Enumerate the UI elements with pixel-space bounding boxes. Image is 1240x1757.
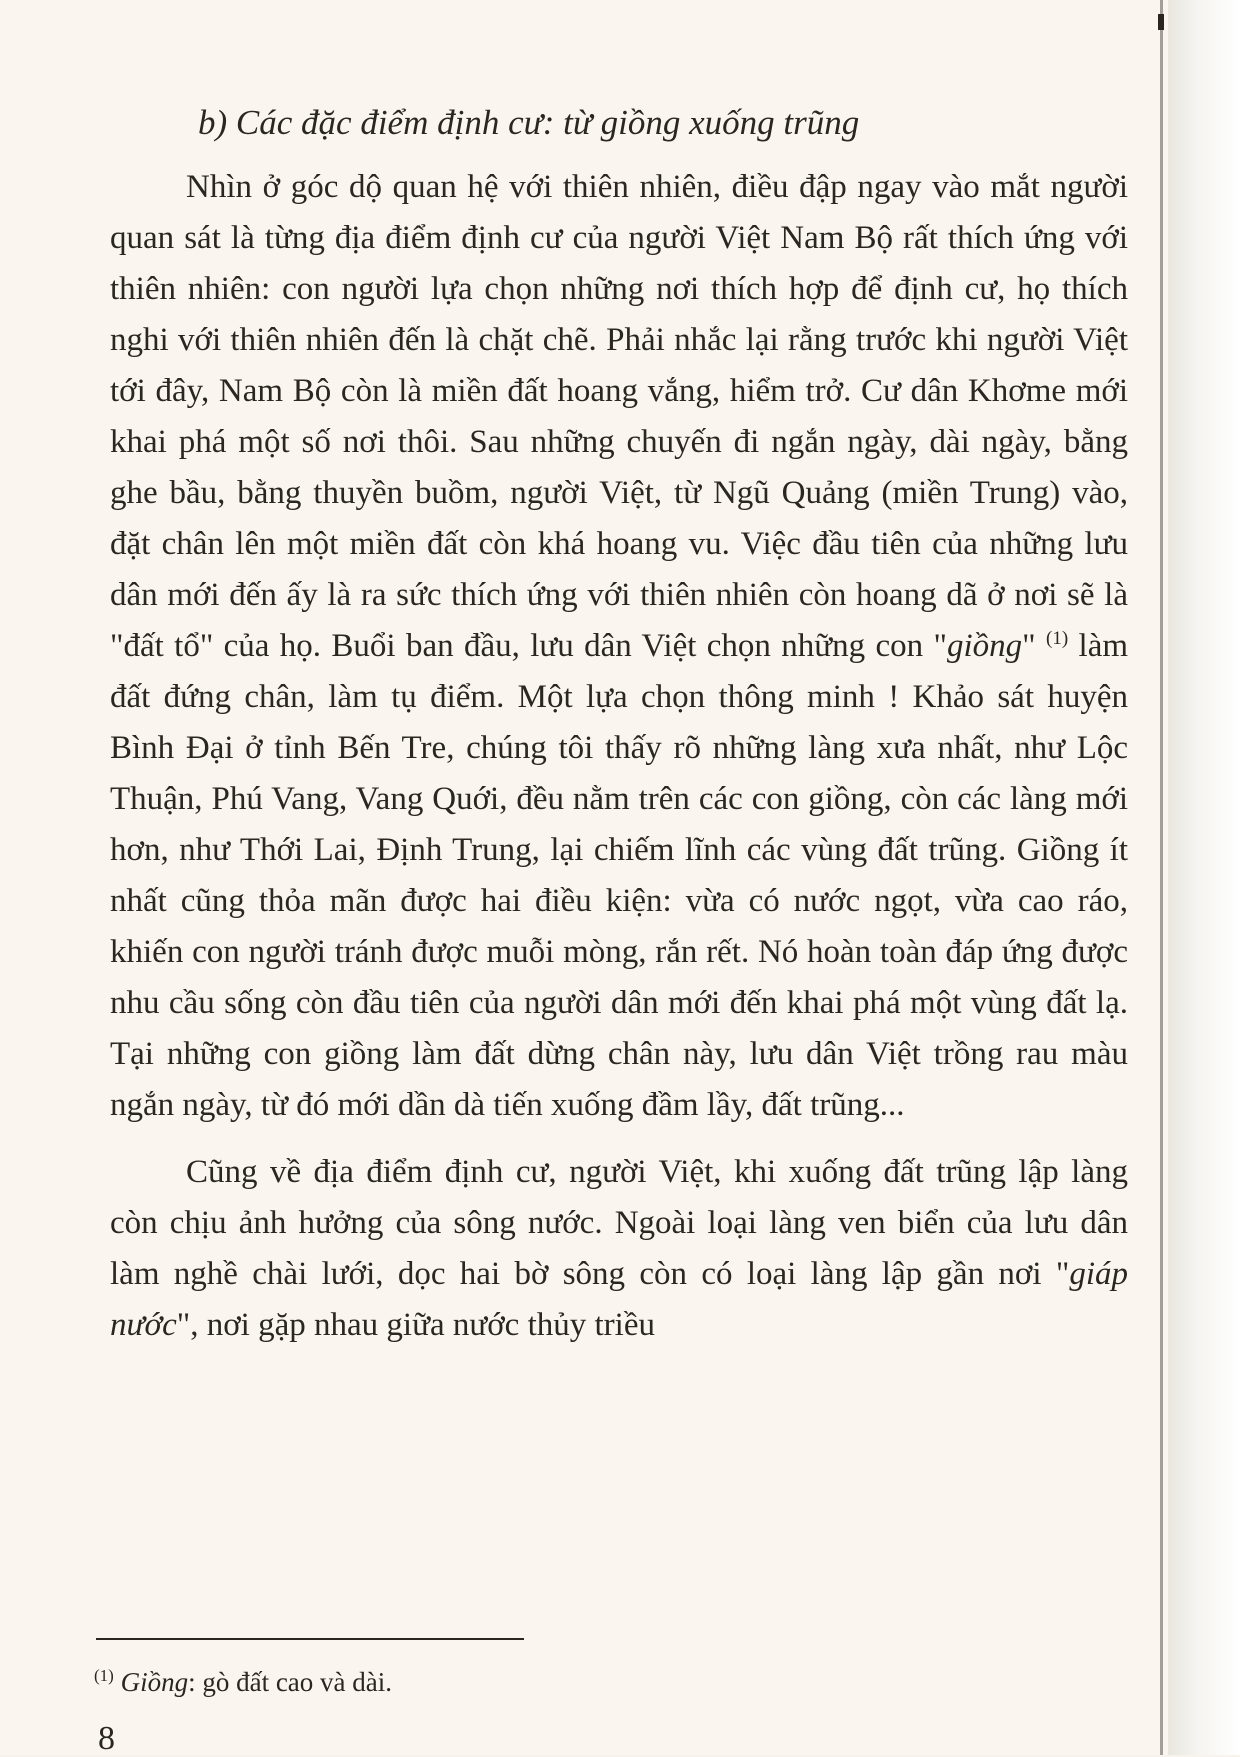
term-giap-nuoc: giáp nước xyxy=(110,1256,1128,1343)
paragraph-1-text-a: Nhìn ở góc dộ quan hệ với thiên nhiên, điều đập ngay vào mắt người quan sát là từng địa điểm định cư của người Việt Nam Bộ rất thích ứng với thiên nhiên: con người lựa chọn những nơi thích hợp để định cư, họ thích nghi với thiên nhiên đến là chặt chẽ. Phải nhắc lại rằng trước khi người Việt tới đây, Nam Bộ còn là miền đất hoang vắng, hiểm trở. Cư dân Khơme mới khai phá một số nơi thôi. Sau những chuyến đi ngắn ngày, dài ngày, bằng ghe bầu, bằng thuyền buồm, người Việt, từ Ngũ Quảng (miền Trung) vào, đặt chân lên một miền đất còn khá hoang vu. Việc đầu tiên của những lưu dân mới đến ấy là ra sức thích ứng với thiên nhiên còn hoang dã ở nơi sẽ là "đất tổ" của họ. Buổi ban đầu, lưu dân Việt chọn những con " xyxy=(110,169,1128,664)
footnote-definition: : gò đất cao và dài. xyxy=(188,1667,393,1697)
body-text xyxy=(110,98,1128,1351)
section-heading: b) Các đặc điểm định cư: từ giồng xuống trũng xyxy=(198,103,860,142)
paragraph-1 xyxy=(110,162,1128,1131)
page-edge-mark xyxy=(1158,14,1164,30)
paragraph-1-text-b: làm đất đứng chân, làm tụ điểm. Một lựa chọn thông minh ! Khảo sát huyện Bình Đại ở tỉnh Bến Tre, chúng tôi thấy rõ những làng xưa nhất, như Lộc Thuận, Phú Vang, Vang Quới, đều nằm trên các con giồng, còn các làng mới hơn, như Thới Lai, Định Trung, lại chiếm lĩnh các vùng đất trũng. Giồng ít nhất cũng thỏa mãn được hai điều kiện: vừa có nước ngọt, vừa cao ráo, khiến con người tránh được muỗi mòng, rắn rết. Nó hoàn toàn đáp ứng được nhu cầu sống còn đầu tiên của người dân mới đến khai phá một vùng đất lạ. Tại những con giồng làm đất dừng chân này, lưu dân Việt trồng rau màu ngắn ngày, từ đó mới dần dà tiến xuống đầm lầy, đất trũng... xyxy=(110,628,1129,1123)
page-edge xyxy=(1160,0,1163,1755)
footnote-divider xyxy=(96,1638,524,1640)
paragraph-2-text-b: ", nơi gặp nhau giữa nước thủy triều xyxy=(176,1307,655,1343)
term-giong: giồng xyxy=(946,628,1023,664)
footnote-term: Giồng xyxy=(120,1667,189,1697)
footnote-mark: (1) xyxy=(94,1666,114,1685)
paragraph-2-text-a: Cũng về địa điểm định cư, người Việt, khi xuống đất trũng lập làng còn chịu ảnh hưởng của sông nước. Ngoài loại làng ven biển của lưu dân làm nghề chài lưới, dọc hai bờ sông còn có loại làng lập gần nơi " xyxy=(110,1154,1128,1292)
book-gutter xyxy=(1168,0,1240,1755)
quote-close: " xyxy=(1022,628,1036,664)
paragraph-2 xyxy=(110,1147,1128,1351)
footnote xyxy=(94,1664,794,1700)
footnote-reference: (1) xyxy=(1046,628,1069,649)
page-number: 8 xyxy=(98,1720,115,1757)
